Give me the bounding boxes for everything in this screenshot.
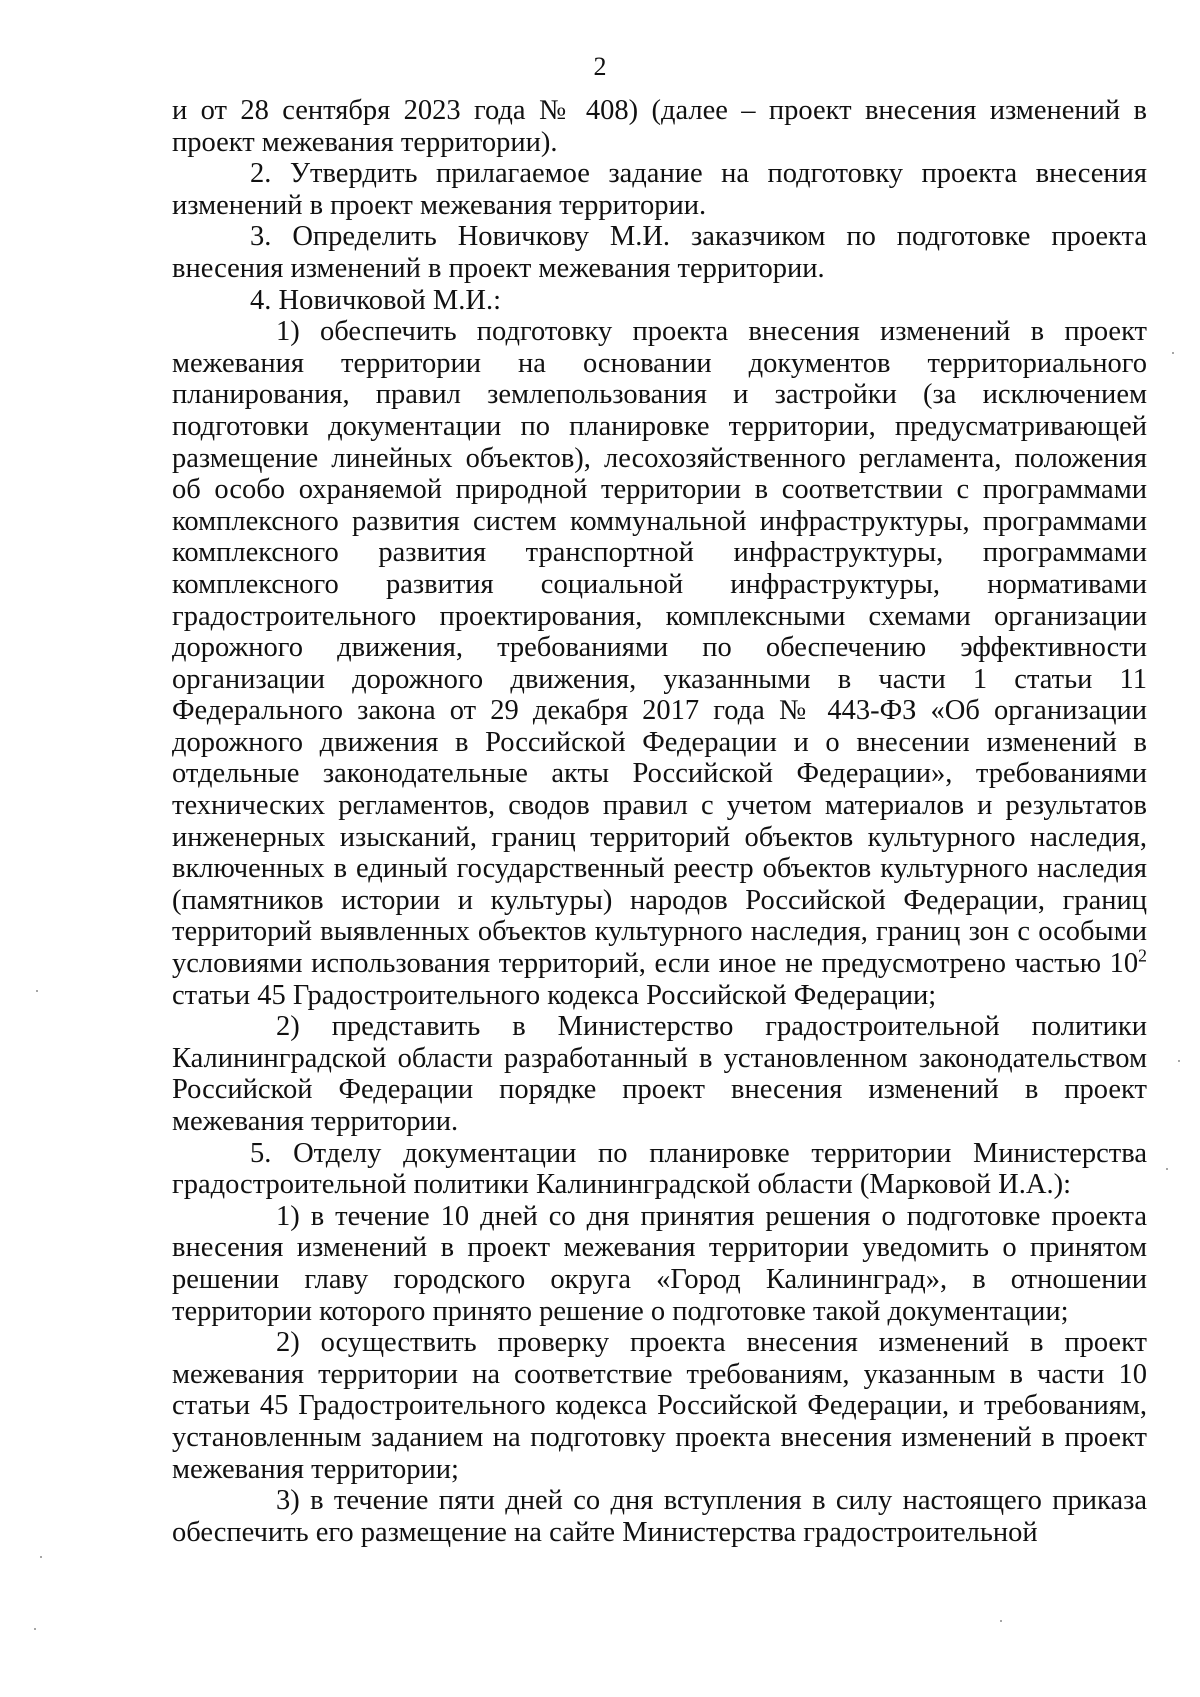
paragraph-item-4: 4. Новичковой М.И.:	[250, 284, 502, 316]
page-number: 2	[593, 52, 607, 81]
paragraph-item-4-2: 2) представить в Министерство градостроительной политики Калининградской области разработанный в установленном законодательством Российской Федерации порядке проект внесения изменений в проект межевания территории.	[172, 1011, 1147, 1137]
scan-speck	[36, 990, 38, 992]
superscript-index: 2	[1138, 945, 1147, 966]
scan-speck	[34, 1628, 36, 1630]
paragraph-item-5-2: 2) осуществить проверку проекта внесения изменений в проект межевания территории на соответствие требованиям, указанным в части 10 статьи 45 Градостроительного кодекса Российской Федерации, и требованиям, установленным заданием на подготовку проекта внесения изменений в проект межевания территории;	[172, 1327, 1147, 1485]
paragraph-item-2: 2. Утвердить прилагаемое задание на подготовку проекта внесения изменений в проект межевания территории.	[172, 158, 1147, 221]
paragraph-item-4-1-text-end: статьи 45 Градостроительного кодекса Российской Федерации;	[172, 979, 937, 1011]
scan-speck	[1000, 1620, 1002, 1622]
paragraph-item-5: 5. Отделу документации по планировке территории Министерства градостроительной политики Калининградской области (Марковой И.А.):	[172, 1137, 1147, 1201]
scan-speck	[1172, 352, 1174, 354]
paragraph-item-4-1	[172, 316, 1147, 1011]
paragraph-intro: и от 28 сентября 2023 года № 408) (далее – проект внесения изменений в проект межевания территории).	[172, 95, 1147, 158]
paragraph-item-5-1: 1) в течение 10 дней со дня принятия решения о подготовке проекта внесения изменений в проект межевания территории уведомить о принятом решении главу городского округа «Город Калининград», в отношении территории которого принято решение о подготовке такой документации;	[172, 1200, 1147, 1327]
paragraph-item-3: 3. Определить Новичкову М.И. заказчиком по подготовке проекта внесения изменений в проект межевания территории.	[172, 221, 1147, 284]
scan-speck	[40, 1556, 42, 1558]
paragraph-item-4-1-text: 1) обеспечить подготовку проекта внесения изменений в проект межевания территории на основании документов территориального планирования, правил землепользования и застройки (за исключением подготовки документации по планировке территории, предусматривающей размещение линейных объектов), лесохозяйственного регламента, положения об особо охраняемой природной территории в соответствии с программами комплексного развития систем коммунальной инфраструктуры, программами комплексного развития транспортной инфраструктуры, программами комплексного развития социальной инфраструктуры, нормативами градостроительного проектирования, комплексными схемами организации дорожного движения, требованиями по обеспечению эффективности организации дорожного движения, указанными в части 1 статьи 11 Федерального закона от 29 декабря 2017 года № 443-ФЗ «Об организации дорожного движения в Российской Федерации и о внесении изменений в отдельные законодательные акты Российской Федерации», требованиями технических регламентов, сводов правил с учетом материалов и результатов инженерных изысканий, границ территорий объектов культурного наследия, включенных в единый государственный реестр объектов культурного наследия (памятников истории и культуры) народов Российской Федерации, границ территорий выявленных объектов культурного наследия, границ зон с особыми условиями использования территорий, если иное не предусмотрено частью 10	[172, 316, 1147, 980]
document-body	[172, 95, 1147, 1548]
paragraph-item-5-3: 3) в течение пяти дней со дня вступления в силу настоящего приказа обеспечить его размещение на сайте Министерства градостроительной	[172, 1485, 1147, 1548]
scan-speck	[1178, 1060, 1180, 1062]
scan-speck	[1166, 1168, 1168, 1170]
